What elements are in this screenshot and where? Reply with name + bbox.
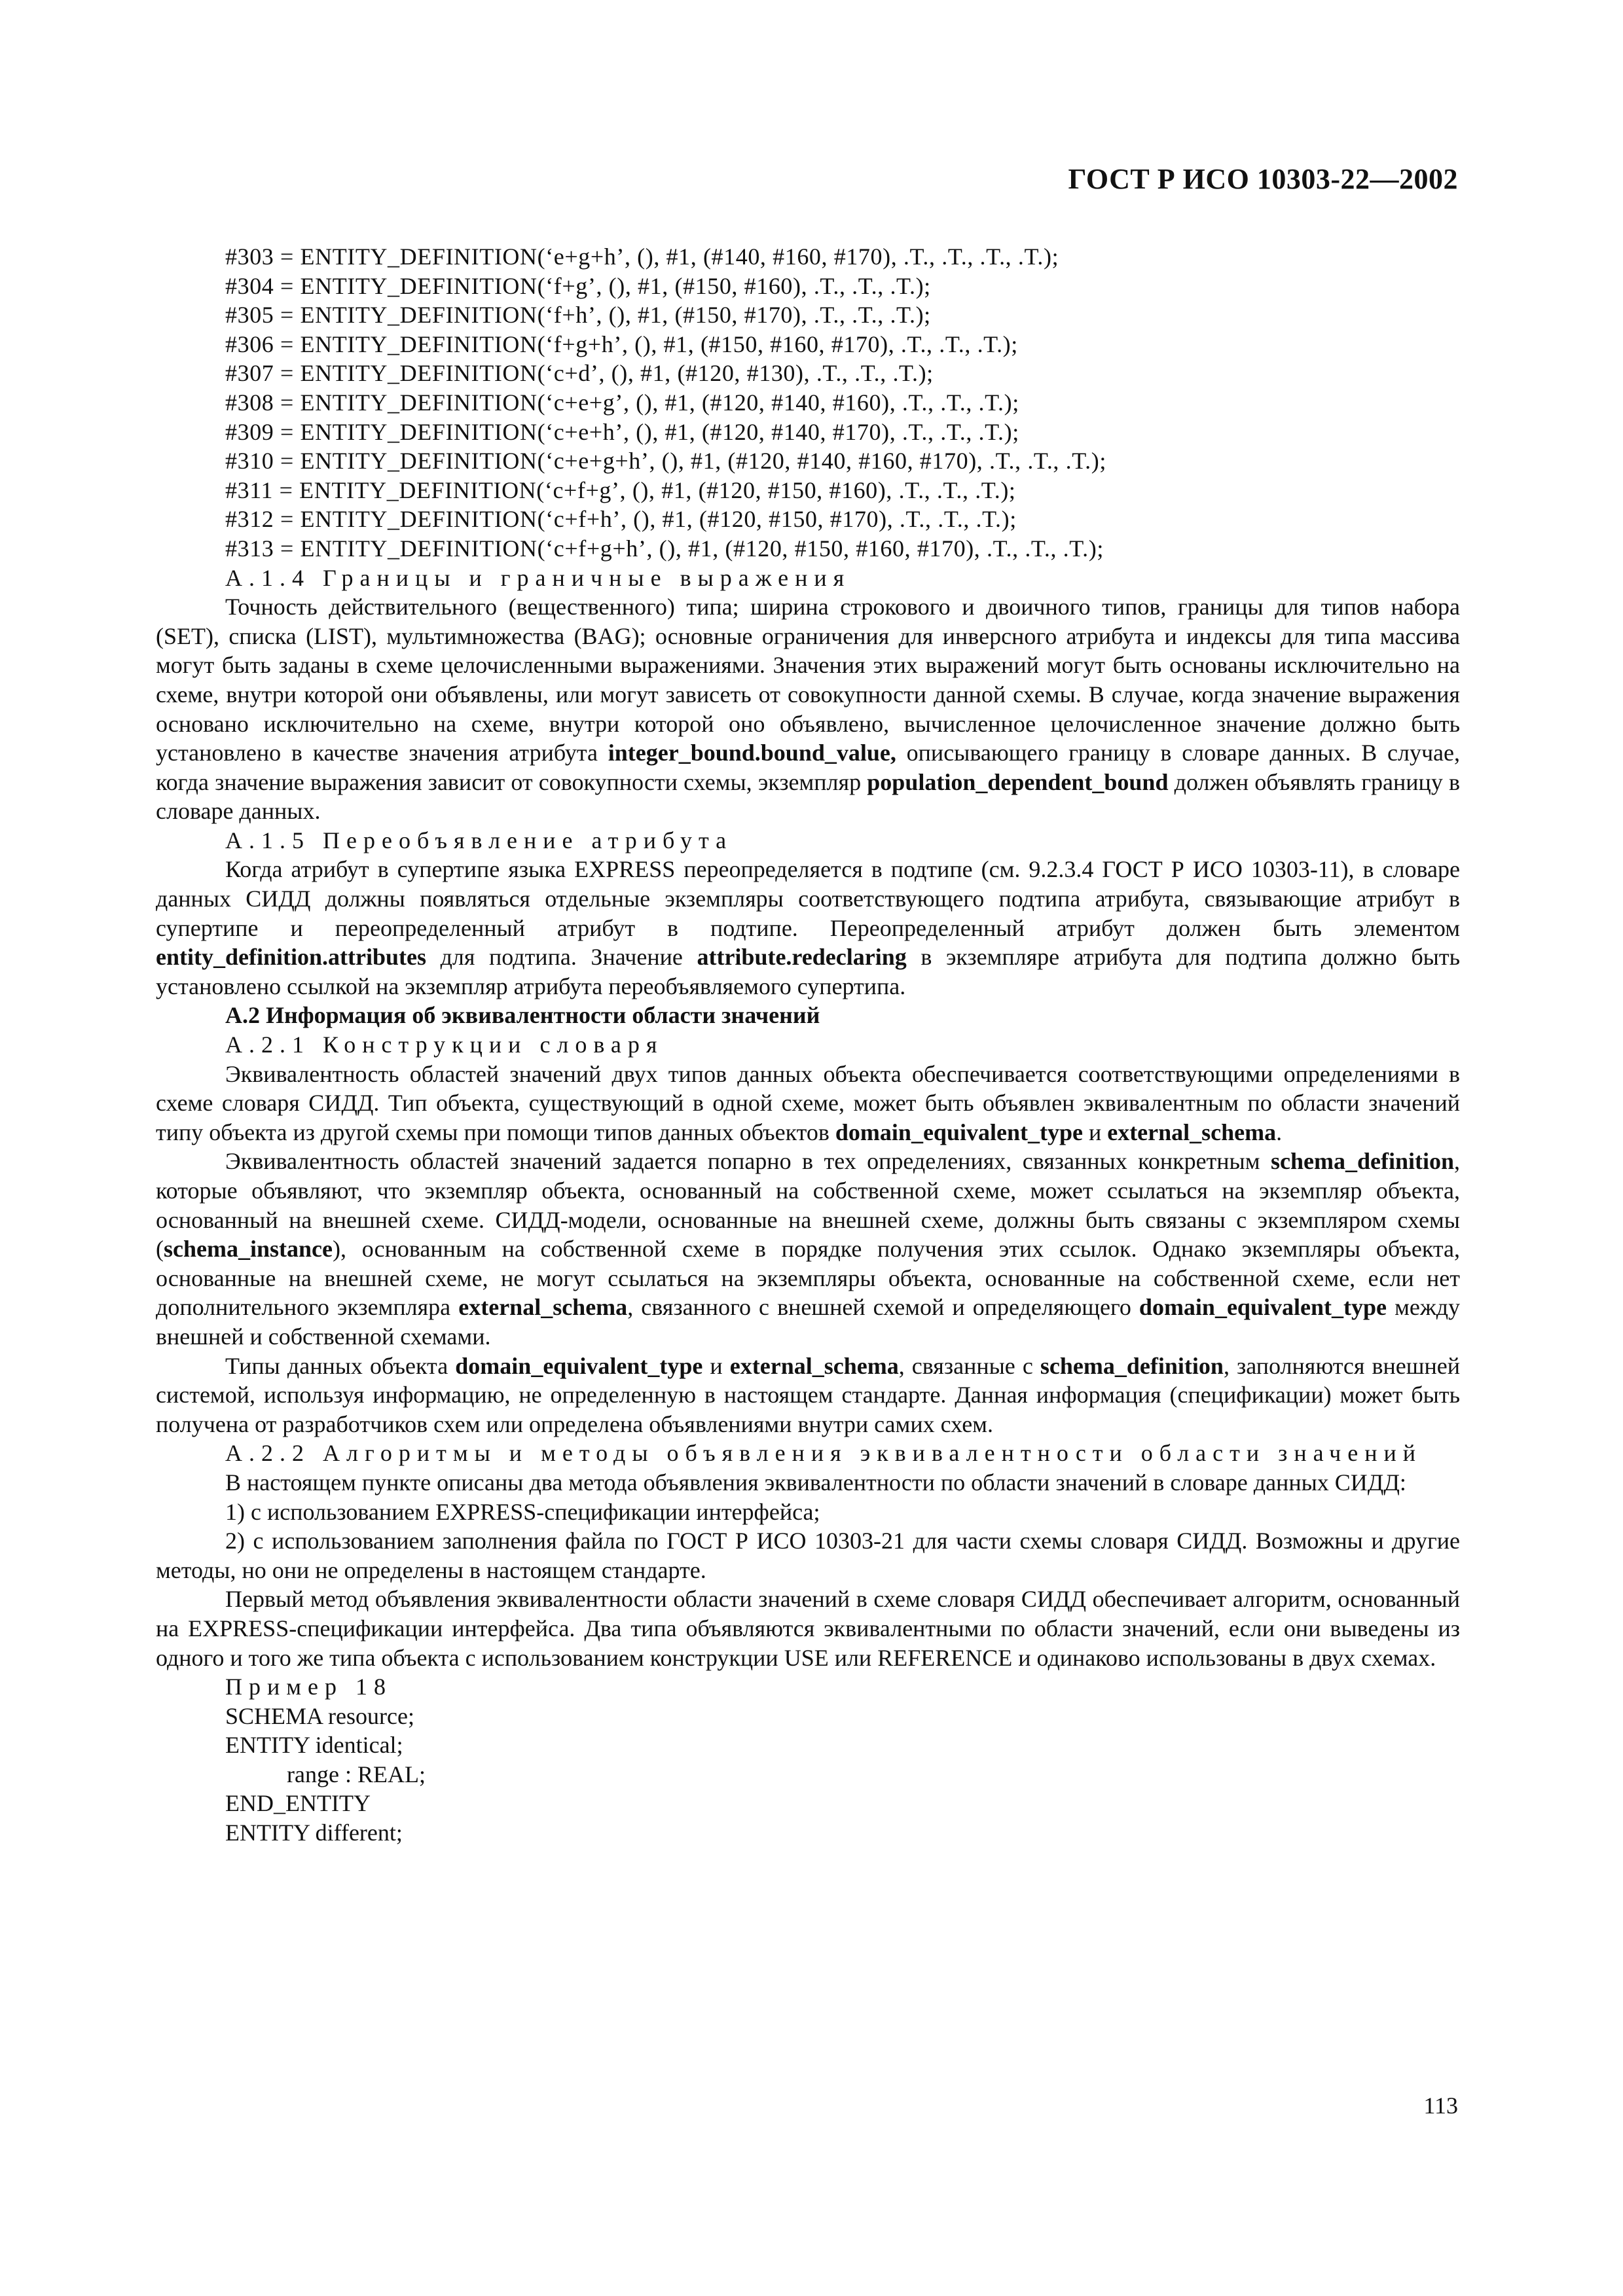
paragraph: Эквивалентность областей значений задается попарно в тех определениях, связанных конкретным schema_definition, которые объявляют, что экземпляр объекта, основанный на собственной схеме, может ссылаться на экземпляр объекта, основанный на внешней схеме. СИДД-модели, основанные на внешней схеме, должны быть связаны с экземпляром схемы (schema_instance), основанным на собственной схеме в порядке получения этих ссылок. Однако экземпляры объекта, основанные на внешней схеме, не могут ссылаться на экземпляры объекта, основанные на собственной схеме, если нет дополнительного экземпляра external_schema, связанного с внешней схемой и определяющего domain_equivalent_type между внешней и собственной схемами. (156, 1148, 1461, 1350)
example-code-line: SCHEMA resource; (225, 1702, 414, 1729)
list-item: 2) с использованием заполнения файла по ГОСТ Р ИСО 10303-21 для части схемы словаря СИДД. Возможны и другие методы, но они не определены в настоящем стандарте. (156, 1528, 1460, 1583)
example-label: Пример 18 (225, 1674, 393, 1700)
code-line: #311 = ENTITY_DEFINITION(‘c+f+g’, (), #1, (#120, #150, #160), .T., .T., .T.); (225, 476, 1016, 503)
standard-header: ГОСТ Р ИСО 10303-22—2002 (1068, 163, 1458, 195)
code-line: #307 = ENTITY_DEFINITION(‘c+d’, (), #1, (#120, #130), .T., .T., .T.); (225, 360, 934, 387)
section-heading-a21: А.2.1 Конструкции словаря (225, 1031, 664, 1058)
code-line: #303 = ENTITY_DEFINITION(‘e+g+h’, (), #1, (#140, #160, #170), .T., .T., .T., .T.); (225, 243, 1059, 270)
section-heading-a15: А.1.5 Переобъявление атрибута (225, 827, 733, 853)
paragraph: Точность действительного (вещественного) типа; ширина строкового и двоичного типов, границы для типов набора (SET), списка (LIST), мультимножества (BAG); основные ограничения для инверсного атрибута и индексы для типа массива могут быть заданы в схеме целочисленными выражениями. Значения этих выражений могут быть основаны исключительно на схеме, внутри которой они объявлены, или могут зависеть от совокупности данной схемы. В случае, когда значение выражения основано исключительно на схеме, внутри которой оно объявлено, вычисленное целочисленное значение должно быть установлено в качестве значения атрибута integer_bound.bound_value, описывающего границу в словаре данных. В случае, когда значение выражения зависит от совокупности схемы, экземпляр population_dependent_bound должен объявлять границу в словаре данных. (156, 594, 1461, 825)
entity-definition-code (156, 242, 1460, 564)
code-line: #305 = ENTITY_DEFINITION(‘f+h’, (), #1, (#150, #170), .T., .T., .T.); (225, 302, 931, 329)
paragraph: В настоящем пункте описаны два метода объявления эквивалентности по области значений в словаре данных СИДД: (225, 1469, 1406, 1496)
section-heading-a14: А.1.4 Границы и граничные выражения (225, 564, 851, 591)
example-code-line: ENTITY different; (225, 1820, 403, 1846)
code-line: #313 = ENTITY_DEFINITION(‘c+f+g+h’, (), #1, (#120, #150, #160, #170), .T., .T., .T.); (225, 535, 1104, 562)
paragraph: Эквивалентность областей значений двух типов данных объекта обеспечивается соответствующими определениями в схеме словаря СИДД. Тип объекта, существующий в одной схеме, может быть объявлен эквивалентным по области значений типу объекта из другой схемы при помощи типов данных объектов domain_equivalent_type и external_schema. (156, 1060, 1460, 1145)
paragraph: Первый метод объявления эквивалентности области значений в схеме словаря СИДД обеспечивает алгоритм, основанный на EXPRESS-спецификации интерфейса. Два типа объявляются эквивалентными по области значений, если они выведены из одного и того же типа объекта с использованием конструкции USE или REFERENCE и одинаково использованы в двух схемах. (156, 1586, 1460, 1671)
example-code-line: END_ENTITY (225, 1790, 371, 1817)
code-line: #309 = ENTITY_DEFINITION(‘c+e+h’, (), #1, (#120, #140, #170), .T., .T., .T.); (225, 418, 1019, 445)
code-line: #306 = ENTITY_DEFINITION(‘f+g+h’, (), #1, (#150, #160, #170), .T., .T., .T.); (225, 331, 1018, 357)
section-heading-a22: А.2.2 Алгоритмы и методы объявления эквивалентности области значений (225, 1440, 1423, 1467)
paragraph: Когда атрибут в супертипе языка EXPRESS переопределяется в подтипе (см. 9.2.3.4 ГОСТ Р ИСО 10303-11), в словаре данных СИДД должны появляться отдельные экземпляры соответствующего подтипа атрибута, связывающие атрибут в супертипе и переопределенный атрибут в подтипе. Переопределенный атрибут должен быть элементом entity_definition.attributes для подтипа. Значение attribute.redeclaring в экземпляре атрибута для подтипа должно быть установлено ссылкой на экземпляр атрибута переобъявляемого супертипа. (156, 856, 1460, 999)
page-content (156, 242, 1460, 1848)
code-line: #308 = ENTITY_DEFINITION(‘c+e+g’, (), #1, (#120, #140, #160), .T., .T., .T.); (225, 389, 1019, 416)
code-line: #304 = ENTITY_DEFINITION(‘f+g’, (), #1, (#150, #160), .T., .T., .T.); (225, 272, 931, 299)
example-code-line: ENTITY identical; (225, 1732, 403, 1759)
code-line: #310 = ENTITY_DEFINITION(‘c+e+g+h’, (), #1, (#120, #140, #160, #170), .T., .T., .T.); (225, 448, 1106, 475)
paragraph: Типы данных объекта domain_equivalent_type и external_schema, связанные с schema_definition, заполняются внешней системой, используя информацию, не определенную в настоящем стандарте. Данная информация (спецификации) может быть получена от разработчиков схем или определена объявлениями внутри самих схем. (156, 1352, 1461, 1437)
page-number: 113 (1423, 2092, 1458, 2119)
list-item: 1) с использованием EXPRESS-спецификации интерфейса; (225, 1498, 820, 1525)
section-heading-a2: А.2 Информация об эквивалентности области значений (225, 1002, 820, 1029)
example-code-line: range : REAL; (287, 1761, 426, 1787)
code-line: #312 = ENTITY_DEFINITION(‘c+f+h’, (), #1, (#120, #150, #170), .T., .T., .T.); (225, 506, 1017, 533)
